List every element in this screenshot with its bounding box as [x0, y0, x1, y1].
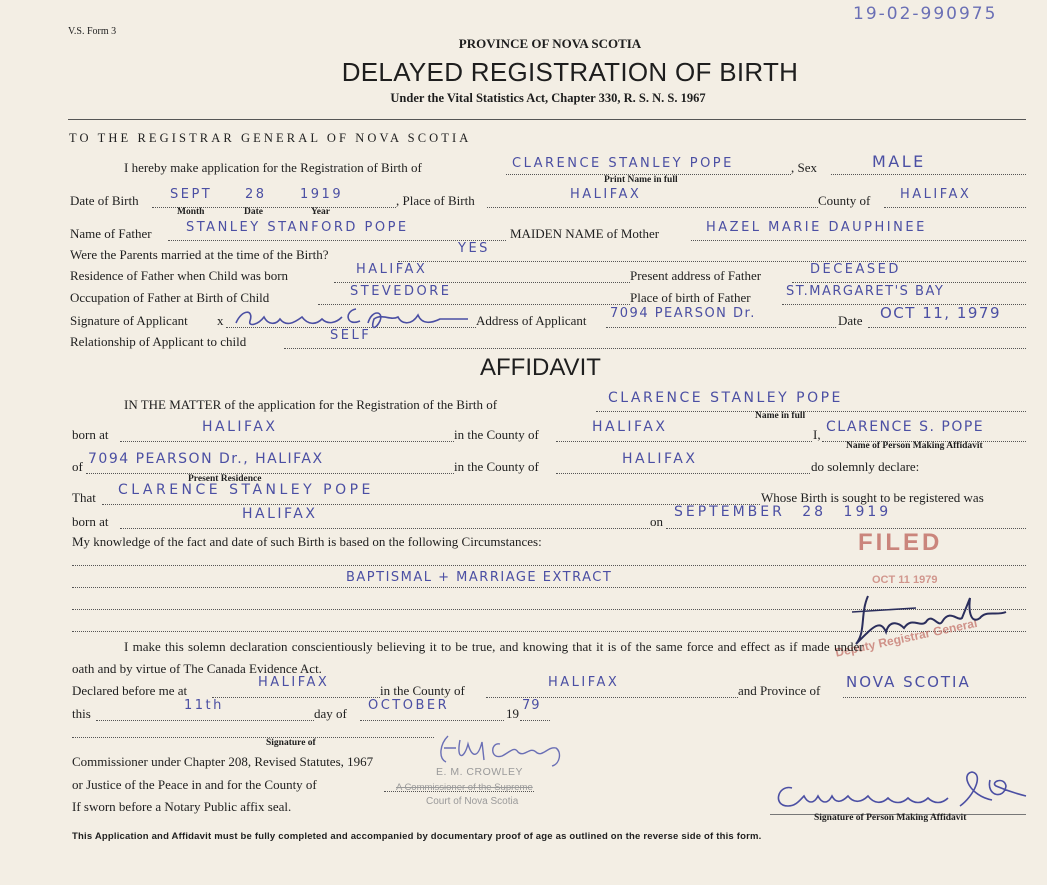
- of-label: of: [72, 459, 83, 474]
- day-of-label: day of: [314, 706, 347, 721]
- footer-note: This Application and Affidavit must be fully completed and accompanied by documentary proof of age as outlined on the reverse side of this form.: [72, 831, 762, 842]
- county-label: County of: [818, 193, 871, 208]
- dob-month: SEPT: [170, 187, 213, 202]
- born-at-label-2: born at: [72, 514, 109, 529]
- county-value-2: HALIFAX: [622, 451, 698, 467]
- province-label: and Province of: [738, 683, 821, 698]
- father-pob-value: ST.MARGARET'S BAY: [786, 284, 945, 299]
- father-address-value: DECEASED: [810, 262, 901, 277]
- signature-x-mark: x: [217, 313, 224, 328]
- date-caption: Date: [244, 207, 263, 217]
- deponent-signature-caption: Signature of Person Making Affidavit: [814, 813, 967, 823]
- application-date-value: OCT 11, 1979: [880, 304, 1002, 322]
- print-name-caption: Print Name in full: [604, 175, 678, 185]
- married-label: Were the Parents married at the time of the Birth?: [70, 247, 329, 262]
- sex-label: , Sex: [791, 160, 817, 175]
- residence-value: HALIFAX: [356, 262, 428, 277]
- in-county-label: in the County of: [454, 427, 539, 442]
- father-pob-label: Place of birth of Father: [630, 290, 751, 305]
- county-value: HALIFAX: [900, 187, 972, 202]
- pob-value: HALIFAX: [570, 187, 642, 202]
- born-at-label: born at: [72, 427, 109, 442]
- registration-number: 19-02-990975: [853, 4, 998, 24]
- mother-name-value: HAZEL MARIE DAUPHINEE: [706, 220, 927, 235]
- present-residence-caption: Present Residence: [188, 474, 262, 484]
- residence-label: Residence of Father when Child was born: [70, 268, 289, 283]
- to-registrar-line: TO THE REGISTRAR GENERAL OF NOVA SCOTIA: [69, 131, 472, 145]
- born-at-value-2: HALIFAX: [242, 506, 318, 522]
- dob-label: Date of Birth: [70, 193, 139, 208]
- relationship-value: SELF: [330, 328, 372, 343]
- father-name-value: STANLEY STANFORD POPE: [186, 220, 409, 235]
- dob-day: 28: [245, 187, 267, 202]
- name-in-full-caption: Name in full: [755, 411, 806, 421]
- child-name-value: CLARENCE STANLEY POPE: [512, 156, 734, 171]
- declaration-line-1: I make this solemn declaration conscientiously believing it to be true, and knowing that it is of the same force and effect as if made under: [124, 639, 864, 654]
- filed-stamp: FILED: [858, 529, 943, 556]
- year-caption: Year: [311, 207, 330, 217]
- declaration-line-2: oath and by virtue of The Canada Evidence Act.: [72, 661, 322, 676]
- father-name-label: Name of Father: [70, 226, 152, 241]
- month-value: OCTOBER: [368, 698, 450, 713]
- deponent-name-value: CLARENCE S. POPE: [826, 419, 985, 435]
- date-label: Date: [838, 313, 863, 328]
- i-label: I,: [813, 427, 821, 442]
- apply-label: I hereby make application for the Registration of Birth of: [124, 160, 422, 175]
- applicant-address-value: 7094 PEARSON Dr.: [610, 306, 756, 321]
- declared-at-value: HALIFAX: [258, 675, 330, 690]
- applicant-signature-label: Signature of Applicant: [70, 313, 188, 328]
- month-caption: Month: [177, 207, 205, 217]
- year-value: 79: [522, 698, 541, 713]
- day-value: 11th: [184, 698, 224, 713]
- sex-value: MALE: [872, 152, 926, 171]
- county-value-1: HALIFAX: [592, 419, 668, 435]
- residence-affidavit-value: 7094 PEARSON Dr., HALIFAX: [88, 451, 324, 467]
- seal-line-2: A Commissioner of the Supreme: [396, 782, 533, 793]
- filed-date-stamp: OCT 11 1979: [872, 574, 938, 586]
- deponent-caption: Name of Person Making Affidavit: [846, 441, 983, 451]
- married-value: YES: [458, 241, 490, 256]
- affidavit-heading: AFFIDAVIT: [480, 354, 601, 381]
- father-address-label: Present address of Father: [630, 268, 762, 283]
- knowledge-label: My knowledge of the fact and date of such Birth is based on the following Circumstances:: [72, 534, 542, 549]
- commissioner-line: Commissioner under Chapter 208, Revised Statutes, 1967: [72, 754, 374, 769]
- in-county-label-2: in the County of: [454, 459, 539, 474]
- applicant-address-label: Address of Applicant: [476, 313, 587, 328]
- document-title: DELAYED REGISTRATION OF BIRTH: [341, 57, 799, 87]
- registrar-signature: [846, 588, 1026, 648]
- that-label: That: [72, 490, 96, 505]
- justice-line: or Justice of the Peace in and for the County of: [72, 777, 317, 792]
- mother-name-label: MAIDEN NAME of Mother: [510, 226, 660, 241]
- notary-line: If sworn before a Notary Public affix seal.: [72, 799, 292, 814]
- signature-of-caption: Signature of: [266, 738, 316, 748]
- dob-year: 1919: [300, 187, 344, 202]
- birth-date-value: SEPTEMBER 28 1919: [674, 504, 892, 520]
- document-subtitle: Under the Vital Statistics Act, Chapter 330, R. S. N. S. 1967: [390, 91, 706, 105]
- year-prefix: 19: [506, 706, 519, 721]
- header-rule: [68, 119, 1026, 120]
- pob-label: , Place of Birth: [396, 193, 475, 208]
- solemnly-declare: do solemnly declare:: [811, 459, 920, 474]
- born-at-value: HALIFAX: [202, 419, 278, 435]
- whose-birth-label: Whose Birth is sought to be registered was: [761, 490, 984, 505]
- province-heading: PROVINCE OF NOVA SCOTIA: [458, 36, 642, 51]
- matter-label: IN THE MATTER of the application for the Registration of the Birth of: [124, 397, 498, 412]
- that-value: CLARENCE STANLEY POPE: [118, 482, 374, 498]
- county-value-3: HALIFAX: [548, 675, 620, 690]
- occupation-label: Occupation of Father at Birth of Child: [70, 290, 270, 305]
- declared-at-label: Declared before me at: [72, 683, 188, 698]
- province-value: NOVA SCOTIA: [846, 673, 971, 691]
- on-label: on: [650, 514, 663, 529]
- deputy-registrar-stamp: Deputy Registrar General: [834, 615, 979, 660]
- form-id: V.S. Form 3: [68, 26, 117, 37]
- in-county-label-3: in the County of: [380, 683, 465, 698]
- relationship-label: Relationship of Applicant to child: [70, 334, 247, 349]
- deponent-signature: [770, 766, 1030, 814]
- seal-line-3: Court of Nova Scotia: [426, 796, 519, 807]
- seal-name: E. M. CROWLEY: [436, 766, 524, 778]
- matter-value: CLARENCE STANLEY POPE: [608, 390, 843, 406]
- occupation-value: STEVEDORE: [350, 284, 452, 299]
- commissioner-signature: [430, 730, 575, 770]
- circumstances-value: BAPTISMAL + MARRIAGE EXTRACT: [346, 570, 613, 585]
- this-label: this: [72, 706, 91, 721]
